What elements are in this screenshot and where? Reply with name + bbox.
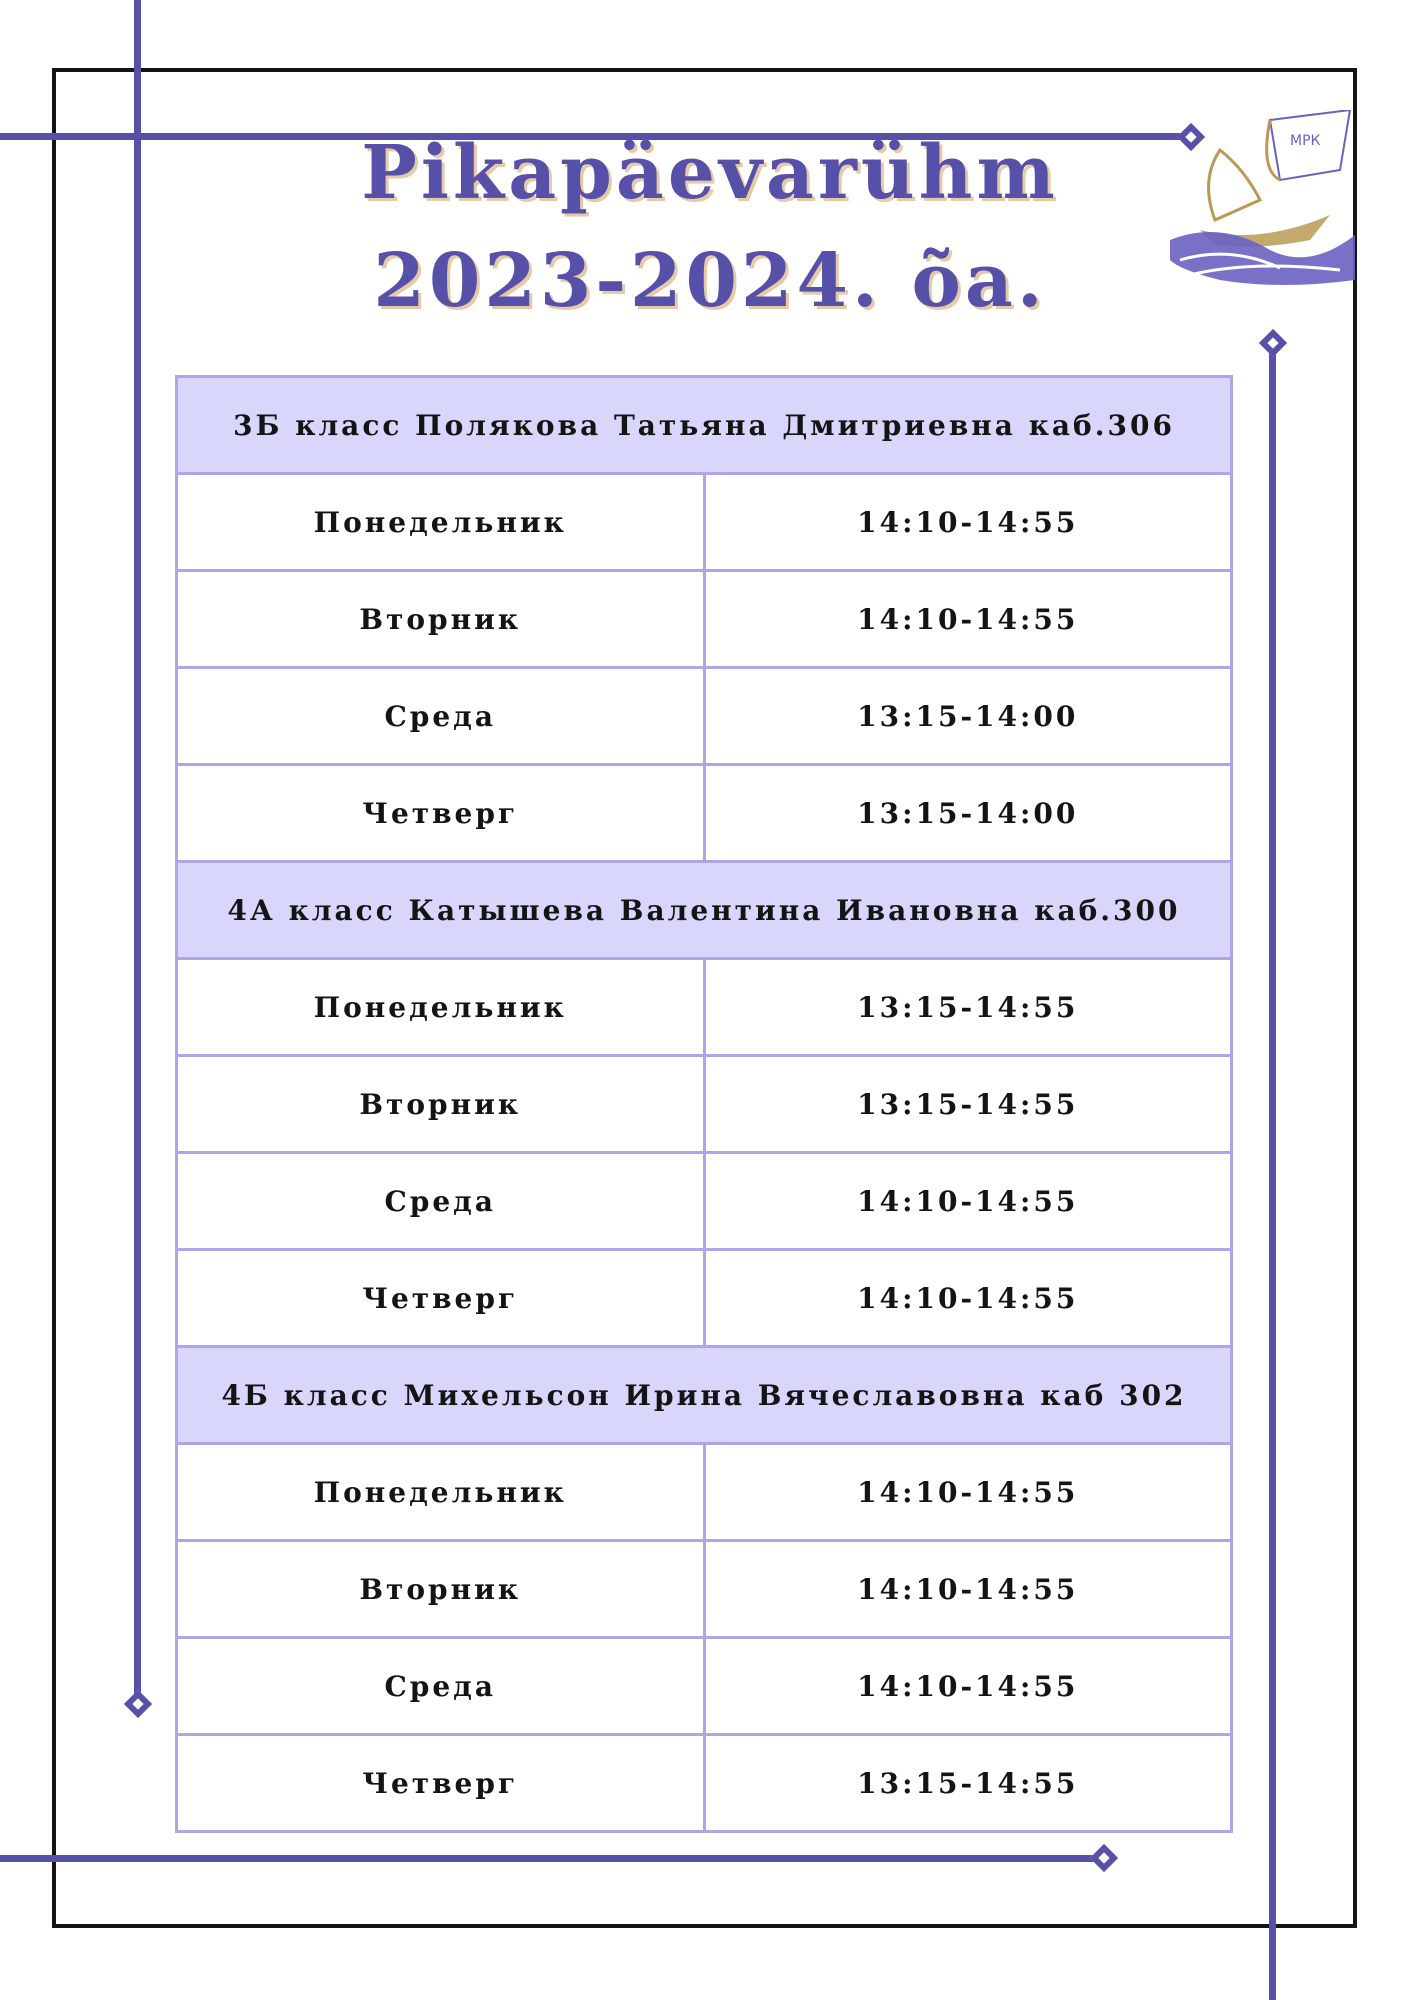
day-cell: Вторник — [177, 571, 705, 668]
time-cell: 14:10-14:55 — [704, 1541, 1232, 1638]
table-row — [177, 1541, 1232, 1638]
accent-line-right-vertical — [1269, 345, 1276, 2000]
time-cell: 14:10-14:55 — [704, 1444, 1232, 1541]
table-row — [177, 1638, 1232, 1735]
day-cell: Понедельник — [177, 1444, 705, 1541]
day-cell: Четверг — [177, 1250, 705, 1347]
time-cell: 14:10-14:55 — [704, 1250, 1232, 1347]
time-cell: 13:15-14:00 — [704, 668, 1232, 765]
table-row — [177, 1056, 1232, 1153]
table-row — [177, 474, 1232, 571]
time-cell: 14:10-14:55 — [704, 1153, 1232, 1250]
time-cell: 13:15-14:00 — [704, 765, 1232, 862]
group-header-row — [177, 862, 1232, 959]
group-header: 3Б класс Полякова Татьяна Дмитриевна каб.306 — [177, 377, 1232, 474]
table-row — [177, 571, 1232, 668]
group-header: 4А класс Катышева Валентина Ивановна каб.300 — [177, 862, 1232, 959]
table-row — [177, 1735, 1232, 1832]
svg-text:МРК: МРК — [1290, 133, 1321, 149]
group-header: 4Б класс Михельсон Ирина Вячеславовна каб 302 — [177, 1347, 1232, 1444]
group-header-row — [177, 1347, 1232, 1444]
page-subtitle-year: 2023-2024. õa. — [373, 238, 1047, 324]
accent-line-left-vertical — [134, 0, 141, 1708]
day-cell: Вторник — [177, 1541, 705, 1638]
group-header-row — [177, 377, 1232, 474]
day-cell: Четверг — [177, 1735, 705, 1832]
table-row — [177, 765, 1232, 862]
page-title: Pikapäevarühm — [361, 130, 1059, 216]
time-cell: 14:10-14:55 — [704, 1638, 1232, 1735]
time-cell: 13:15-14:55 — [704, 1735, 1232, 1832]
table-row — [177, 1153, 1232, 1250]
table-row — [177, 959, 1232, 1056]
day-cell: Среда — [177, 1638, 705, 1735]
day-cell: Вторник — [177, 1056, 705, 1153]
day-cell: Среда — [177, 1153, 705, 1250]
day-cell: Четверг — [177, 765, 705, 862]
table-row — [177, 1250, 1232, 1347]
table-row — [177, 668, 1232, 765]
accent-line-bottom-horizontal — [0, 1855, 1105, 1862]
table-row — [177, 1444, 1232, 1541]
time-cell: 13:15-14:55 — [704, 1056, 1232, 1153]
schedule-table — [175, 375, 1233, 1833]
day-cell: Понедельник — [177, 474, 705, 571]
time-cell: 14:10-14:55 — [704, 571, 1232, 668]
day-cell: Понедельник — [177, 959, 705, 1056]
day-cell: Среда — [177, 668, 705, 765]
time-cell: 13:15-14:55 — [704, 959, 1232, 1056]
time-cell: 14:10-14:55 — [704, 474, 1232, 571]
